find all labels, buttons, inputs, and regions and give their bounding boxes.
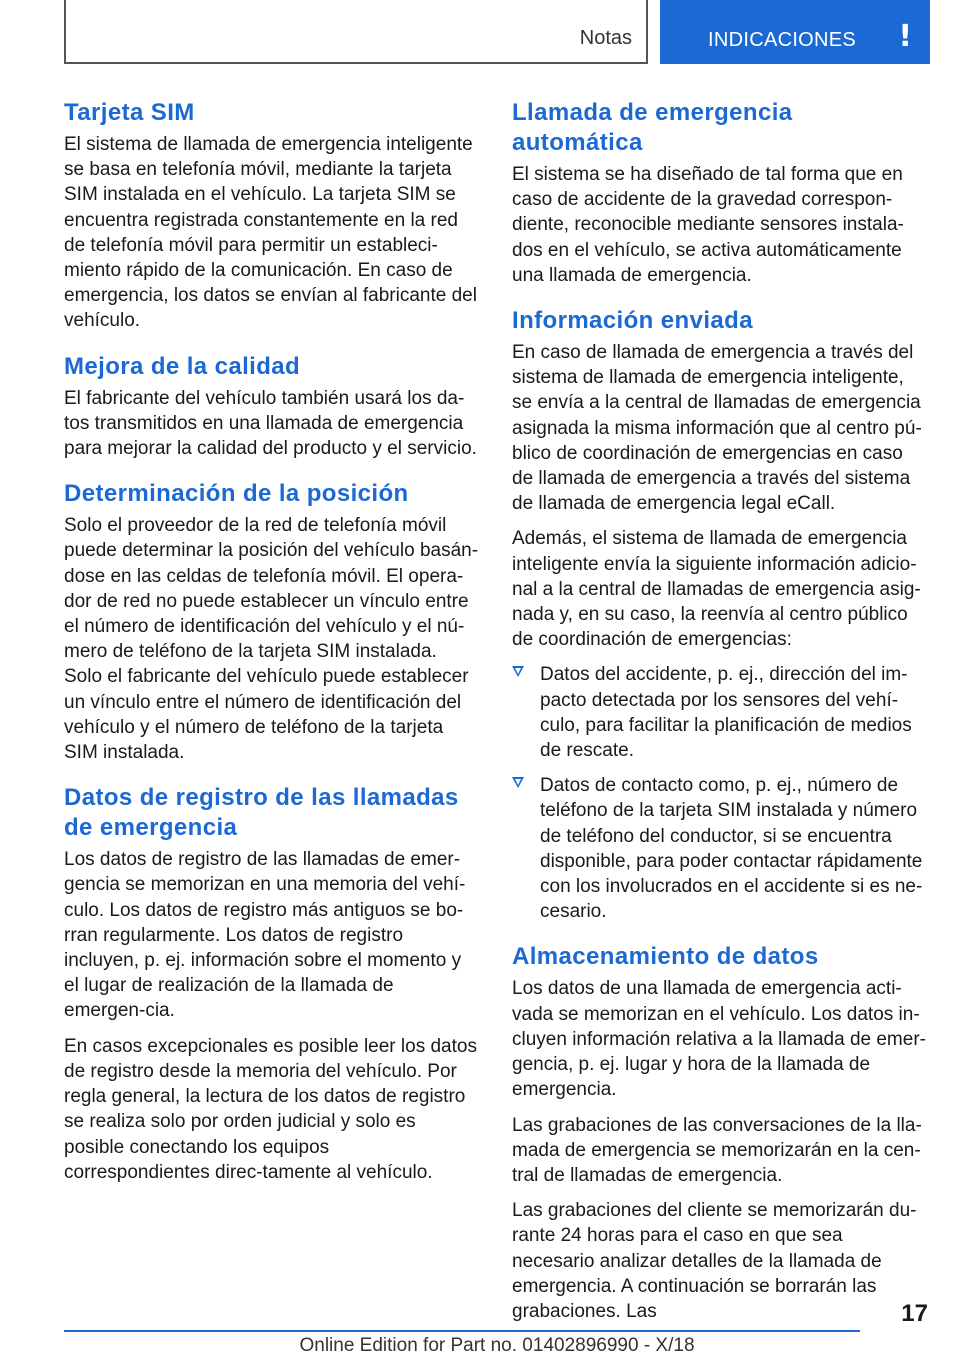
section-title: Mejora de la calidad	[64, 352, 301, 380]
section-tarjeta-sim	[64, 98, 480, 334]
list-item	[512, 773, 928, 924]
paragraph: Los datos de registro de las llamadas de emer‐gencia se memorizan en una memoria del vehí‐culo. Los datos de registro más antiguos se bo‐rran regularmente. Los datos de registro incluyen, p. ej. información sobre el momento y el lugar de realización de la llamada de emergen‐cia.	[64, 849, 466, 1022]
paragraph: En casos excepcionales es posible leer los datos de registro desde la memoria del vehículo. Por regla general, la lectura de los datos de registro se realiza solo por orden judicial y solo es posible conectando los equipos correspondientes direc‐tamente al vehículo.	[64, 1035, 477, 1183]
list-item-text: Datos de contacto como, p. ej., número de teléfono de la tarjeta SIM instalada y número de teléfono del conductor, si se encuentra disponible, para poder contactar rápidamente con los involucrados en el accidente si es ne‐cesario.	[540, 775, 923, 923]
bullet-list	[512, 662, 928, 924]
section-almacenamiento-datos	[512, 942, 928, 1324]
paragraph: El sistema se ha diseñado de tal forma que en caso de accidente de la gravedad correspon‐diente, reconocible mediante sensores instala‐dos en el vehículo, se activa automáticamente una llamada de emergencia.	[512, 164, 904, 286]
paragraph: En caso de llamada de emergencia a través del sistema de llamada de emergencia inteligente, se envía a la central de llamadas de emergencia asignada la misma información que al centro pú‐blico de coordinación de emergencias en caso de llamada de emergencia a través del sistema de llamada de emergencia legal eCall.	[512, 342, 922, 515]
section-title: Determinación de la posición	[64, 480, 409, 508]
section-determinacion-posicion	[64, 479, 480, 765]
section-title: Datos de registro de las llamadas de emergencia	[64, 784, 459, 842]
page-header	[64, 0, 930, 66]
notas-tab	[64, 0, 648, 64]
section-informacion-enviada	[512, 306, 928, 924]
notas-label: Notas	[579, 27, 632, 49]
triangle-bullet-icon	[512, 666, 524, 677]
indicaciones-label: INDICACIONES	[708, 29, 857, 51]
paragraph: Las grabaciones de las conversaciones de la lla‐mada de emergencia se memorizarán en la cen‐tral de llamadas de emergencia.	[512, 1114, 922, 1186]
section-title: Almacenamiento de datos	[512, 943, 819, 971]
section-title: Tarjeta SIM	[64, 99, 195, 126]
paragraph: El fabricante del vehículo también usará los da‐tos transmitidos en una llamada de emergencia para mejorar la calidad del producto y el servicio.	[64, 387, 477, 460]
section-mejora-calidad	[64, 352, 480, 462]
section-datos-registro	[64, 783, 480, 1185]
paragraph: Las grabaciones del cliente se memorizarán du‐rante 24 horas para el caso en que sea necesario analizar detalles de la llamada de emergencia. A continuación se borrarán las grabaciones. Las	[512, 1200, 917, 1322]
paragraph: Los datos de una llamada de emergencia acti‐vada se memorizan en el vehículo. Los datos in‐cluyen información relativa a la llamada de emer‐gencia, p. ej. lugar y hora de la llamada de emergencia.	[512, 978, 926, 1101]
paragraph: El sistema de llamada de emergencia inteligente se basa en telefonía móvil, mediante la tarjeta SIM instalada en el vehículo. La tarjeta SIM se encuentra registrada constantemente en la red de telefonía móvil para permitir un estableci‐miento rápido de la comunicación. En caso de emergencia, los datos se envían al fabricante del vehículo.	[64, 134, 477, 332]
paragraph: Solo el proveedor de la red de telefonía móvil puede determinar la posición del vehículo basán‐dose en las celdas de telefonía móvil. El opera‐dor de red no puede establecer un vínculo entre el número de identificación del vehículo y el nú‐mero de teléfono de la tarjeta SIM instalada. Solo el fabricante del vehículo puede establecer un vínculo entre el número de identificación del vehículo y el número de teléfono de la tarjeta SIM instalada.	[64, 515, 479, 764]
triangle-bullet-icon	[512, 777, 524, 788]
paragraph: Además, el sistema de llamada de emergencia inteligente envía la siguiente información adicio‐nal a la central de llamadas de emergencia asig‐nada y, en su caso, la reenvía al centro público de coordinación de emergencias:	[512, 528, 921, 651]
left-column	[64, 98, 480, 1203]
section-llamada-automatica	[512, 98, 928, 288]
footer-edition: Online Edition for Part no. 01402896990 - X/18	[299, 1335, 695, 1356]
warning-icon: !	[898, 19, 912, 54]
section-title: Información enviada	[512, 307, 753, 335]
list-item-text: Datos del accidente, p. ej., dirección del im‐pacto detectada por los sensores del vehí‐culo, para facilitar la planificación de medios de rescate.	[540, 664, 912, 762]
page-number: 17	[901, 1300, 928, 1327]
section-title: Llamada de emergencia automática	[512, 99, 793, 156]
right-column	[512, 98, 928, 1342]
footer-divider	[64, 1330, 860, 1332]
list-item	[512, 662, 928, 763]
indicaciones-tab	[660, 0, 930, 64]
